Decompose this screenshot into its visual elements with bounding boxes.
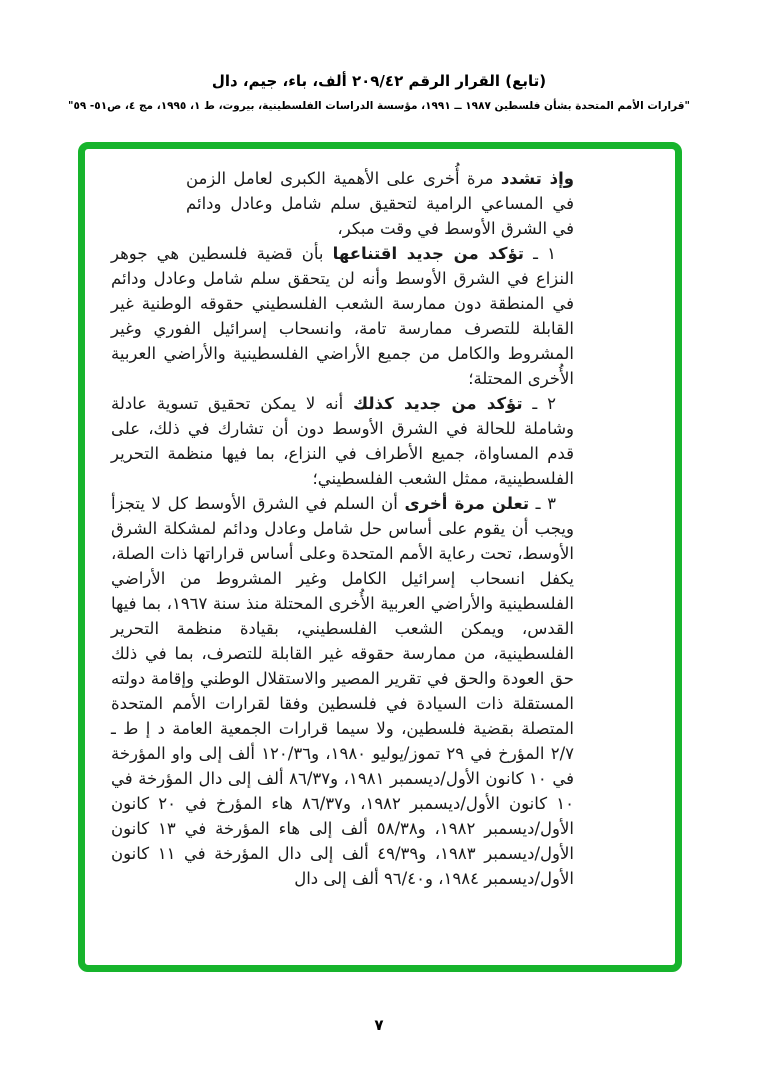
text-run: بأن قضية فلسطين هي جوهر النزاع في الشرق الأوسط وأنه لن يتحقق سلم شامل وعادل ودائم في المنطقة دون ممارسة الشعب الفلسطيني حقوقه الوطنية غير القابلة للتصرف ممارسة تامة، وانسحاب إسرائيل الفوري وغير المشروط والكامل من جميع الأراضي الفلسطينية والأراضي العربية الأُخرى المحتلة؛ (111, 244, 574, 388)
text-run: مرة أُخرى على الأهمية الكبرى لعامل الزمن في المساعي الرامية لتحقيق سلم شامل وعادل ودائم في الشرق الأوسط في وقت مبكر، (186, 169, 574, 238)
text-run: ٢ ـ (522, 394, 556, 413)
bold-run: تعلن مرة أخرى (404, 494, 530, 513)
text-run: ١ ـ (523, 244, 556, 263)
resolution-body (111, 166, 574, 891)
page-header (0, 72, 758, 112)
bold-run: وإذ تشدد (500, 169, 574, 188)
paragraph (186, 166, 574, 241)
bold-run: تؤكد من جديد كذلك (353, 394, 523, 413)
paragraph (111, 491, 574, 891)
content-border-box (78, 142, 682, 972)
paragraph (111, 241, 574, 391)
bold-run: تؤكد من جديد اقتناعها (332, 244, 524, 263)
page-number: ٧ (374, 1016, 384, 1034)
paragraph (111, 391, 574, 491)
text-run: أن السلم في الشرق الأوسط كل لا يتجزأ ويجب أن يقوم على أساس حل شامل وعادل ودائم لمشكلة الشرق الأوسط، تحت رعاية الأمم المتحدة وعلى أساس قراراتها ذات الصلة، يكفل انسحاب إسرائيل الكامل وغير المشروط من الأراضي الفلسطينية والأراضي العربية الأُخرى المحتلة منذ سنة ١٩٦٧، بما فيها القدس، ويمكن الشعب الفلسطيني، بقيادة منظمة التحرير الفلسطينية، من ممارسة حقوقه غير القابلة للتصرف، بما في ذلك حق العودة والحق في تقرير المصير والاستقلال الوطني وإقامة دولته المستقلة ذات السيادة في فلسطين وفقا لقرارات الأمم المتحدة المتصلة بقضية فلسطين، ولا سيما قرارات الجمعية العامة د إ ط ـ ٢/٧ المؤرخ في ٢٩ تموز/يوليو ١٩٨٠، و١٢٠/٣٦ ألف إلى واو المؤرخة في ١٠ كانون الأول/ديسمبر ١٩٨١، و٨٦/٣٧ ألف إلى دال المؤرخة في ١٠ كانون الأول/ديسمبر ١٩٨٢، و٨٦/٣٧ هاء المؤرخ في ٢٠ كانون الأول/ديسمبر ١٩٨٢، و٥٨/٣٨ ألف إلى هاء المؤرخة في ١٣ كانون الأول/ديسمبر ١٩٨٣، و٤٩/٣٩ ألف إلى دال المؤرخة في ١١ كانون الأول/ديسمبر ١٩٨٤، و٩٦/٤٠ ألف إلى دال (111, 494, 574, 888)
source-citation: "قرارات الأمم المتحدة بشأن فلسطين ١٩٨٧ ــ ١٩٩١، مؤسسة الدراسات الفلسطينية، بيروت، ط ١، ١٩٩٥، مج ٤، ص٥١- ٥٩" (67, 100, 691, 112)
document-title: (تابع) القرار الرقم ٢٠٩/٤٢ ألف، باء، جيم، دال (211, 72, 547, 90)
text-run: أنه لا يمكن تحقيق تسوية عادلة وشاملة للحالة في الشرق الأوسط دون أن تشارك في ذلك، على قدم المساواة، جميع الأطراف في النزاع، بما فيها منظمة التحرير الفلسطينية، ممثل الشعب الفلسطيني؛ (111, 394, 574, 488)
text-run: ٣ ـ (529, 494, 556, 513)
